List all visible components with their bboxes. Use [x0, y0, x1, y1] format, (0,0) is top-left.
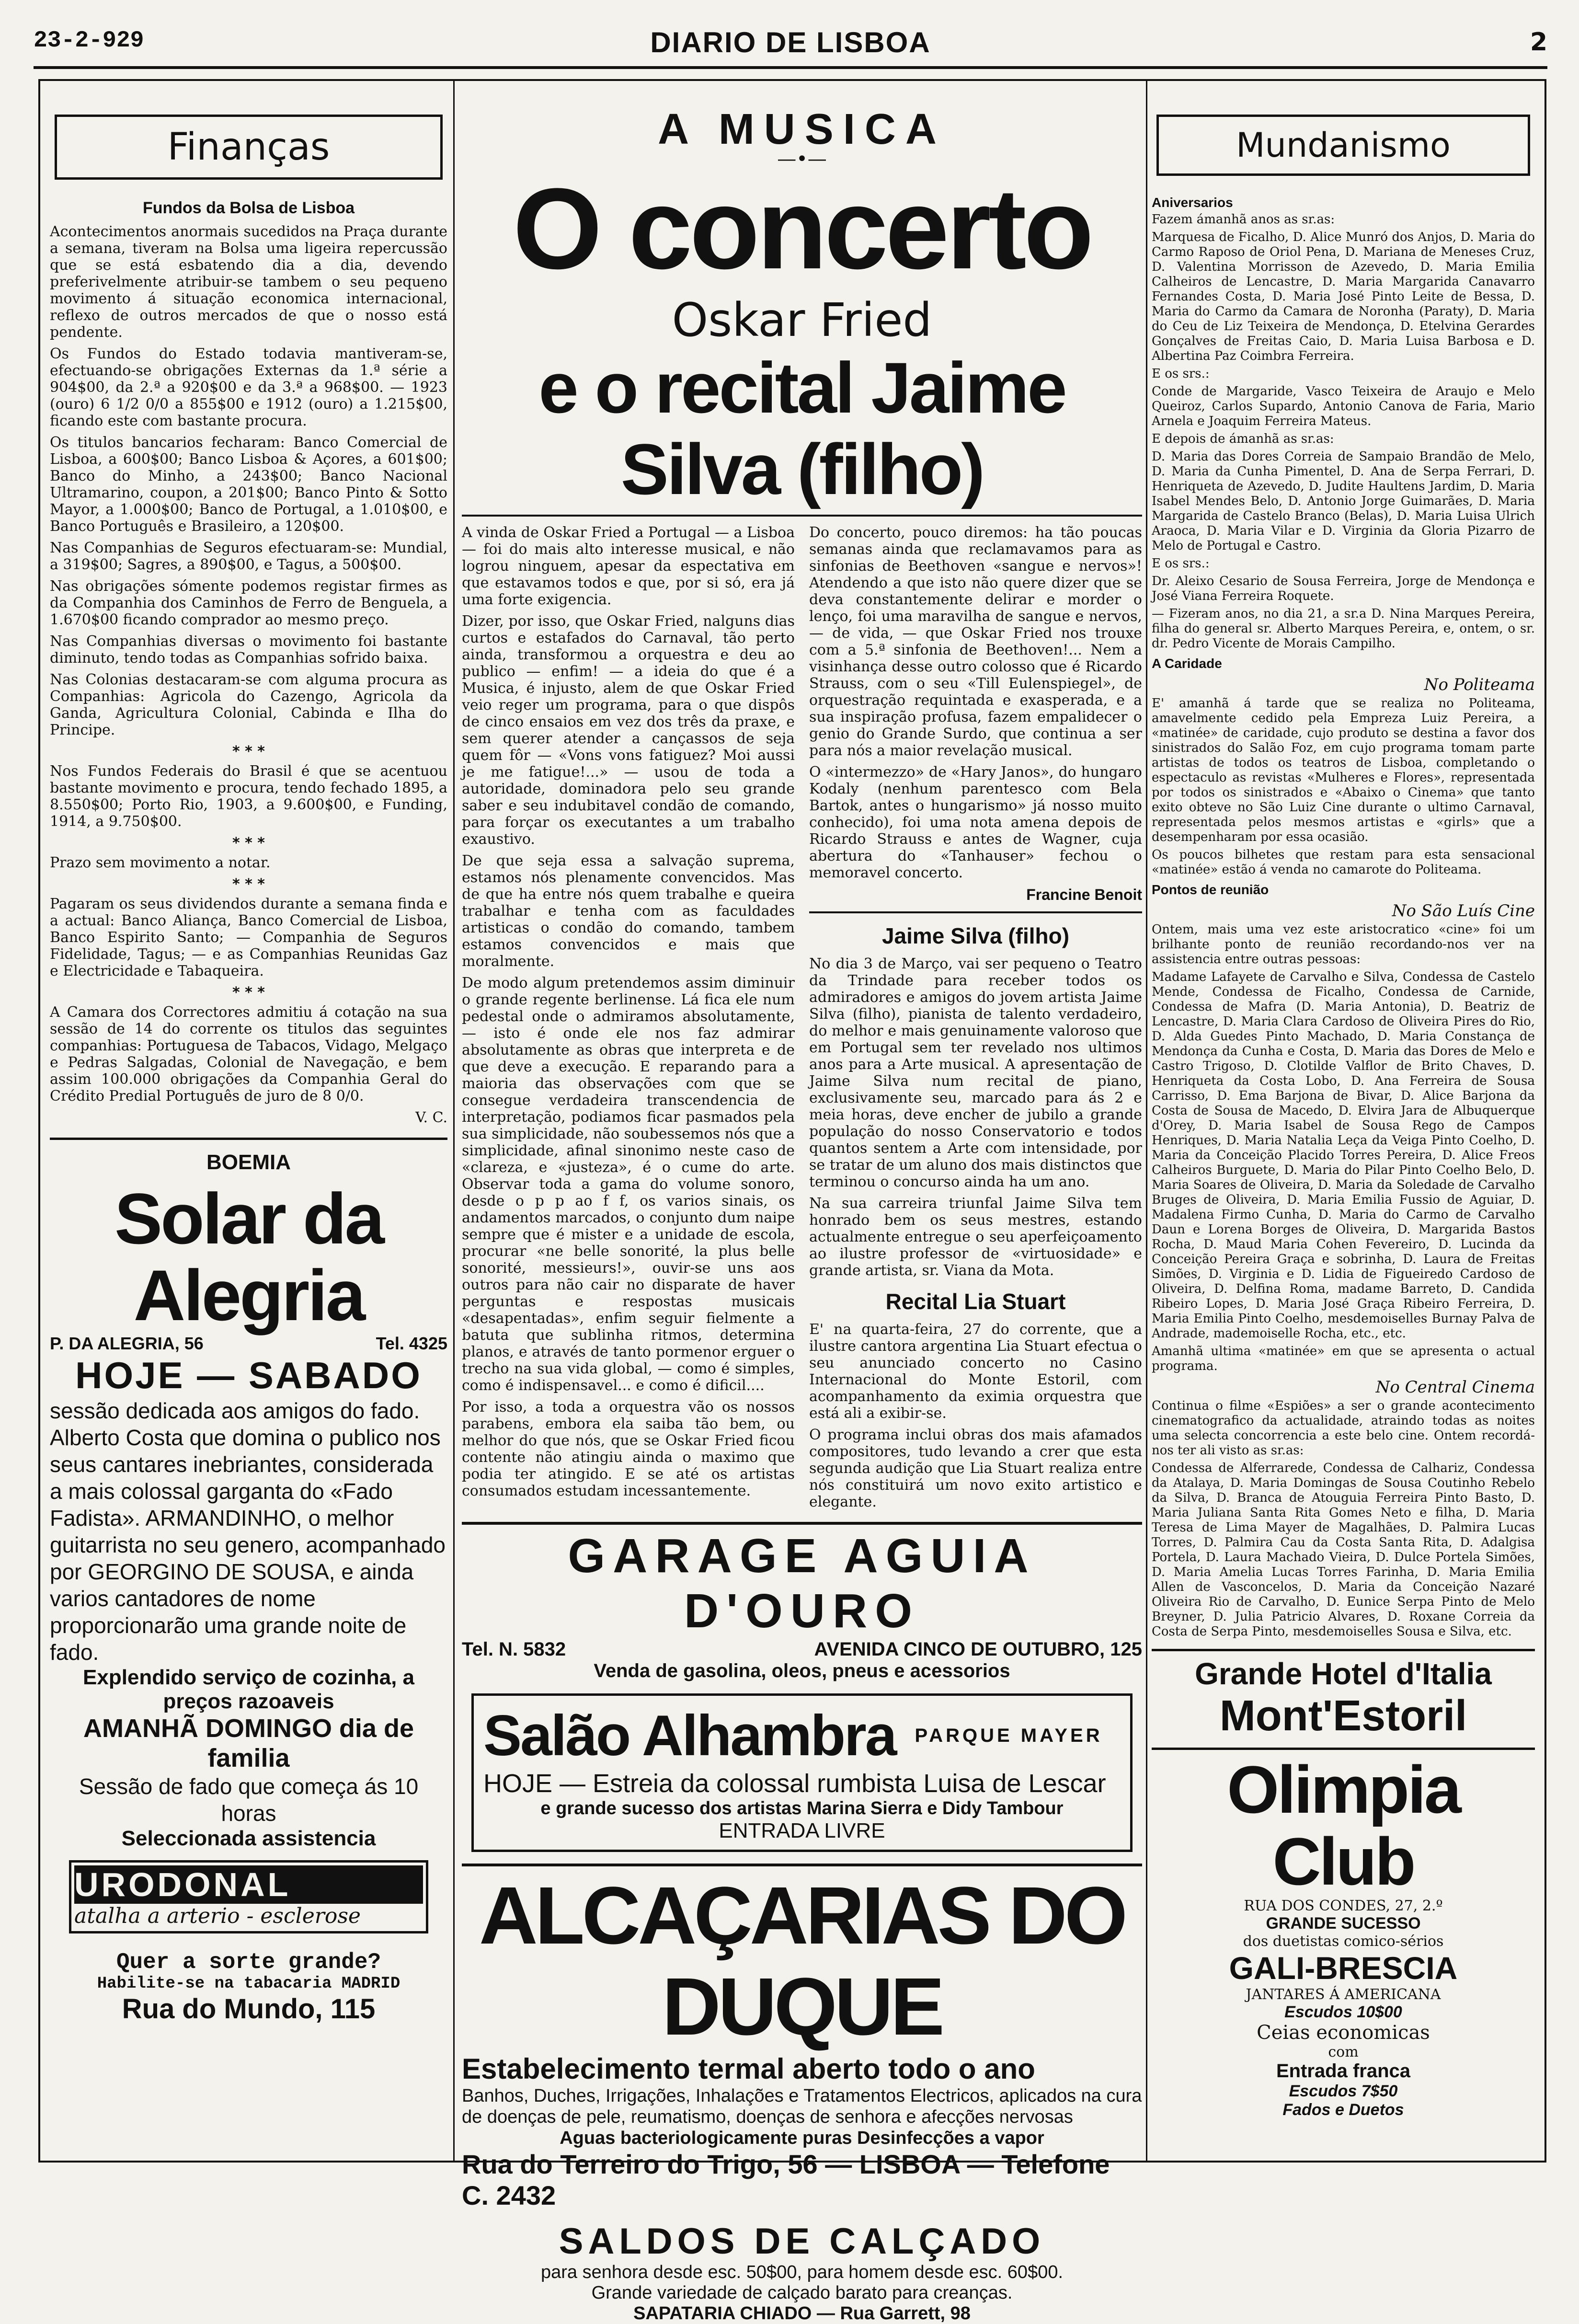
newspaper-title: DIARIO DE LISBOA [650, 26, 931, 58]
olimpia-ceias: Ceias economicas [1257, 2022, 1430, 2044]
salao-park: PARQUE MAYER [915, 1725, 1103, 1746]
aniversarios-item: — Fizeram anos, no dia 21, a sr.a D. Nina Marques Pereira, filha do general sr. Alberto Marques Pereira, e, ontem, o sr. dr. Pedro Vicente de Morais Campilho. [1152, 607, 1535, 651]
olimpia-fados: Fados e Duetos [1282, 2101, 1404, 2119]
urodonal-advertisement [69, 1860, 428, 1933]
boemia-domingo: AMANHÃ DOMINGO dia de familia [83, 1714, 414, 1772]
financas-paragraph: Nos Fundos Federais do Brasil é que se acentuou bastante movimento e procura, tendo fechado 1895, a 8.550$00; Porto Rio, 1903, a 9.600$00, e Funding, 1914, a 9.750$00. [50, 763, 447, 830]
section-stars: * * * [232, 743, 265, 760]
olimpia-gali: GALI-BRESCIA [1229, 1950, 1458, 1986]
musica-headline: O concerto [513, 164, 1091, 293]
salao-line2: e grande sucesso dos artistas Marina Sierra e Didy Tambour [540, 1798, 1064, 1818]
financas-paragraph: Nas Colonias destacaram-se com alguma procura as Companhias: Agricola do Cazengo, Agricola da Ganda, Agricultura Colonial, Cabinda e Ilha do Principe. [50, 671, 447, 738]
olimpia-com: com [1328, 2044, 1359, 2060]
boemia-name: Solar da Alegria [114, 1178, 383, 1335]
central-paragraph: Condessa de Alferrarede, Condessa de Calhariz, Condessa da Atalaya, D. Maria Domingas de Sousa Coutinho Rebelo da Silva, D. Branca de Atouguia Ferreira Pinto Basto, D. Maria Juliana Santa Rita Gomes Neto e filha, D. Maria Teresa de Lima Mayer de Magalhães, D. Palmira Lucas Torres, D. Palmira Cau da Costa Santa Rita, D. Adalgisa Portela, D. Laura Machado Vieira, D. Dulce Portela Simões, D. Maria Amelia Lucas Torres Farinha, D. Maria Emilia Allen de Vasconcelos, D. Maria da Conceição Nazaré Oliveira Rio de Carvalho, D. Eunice Serpa Pinto de Melo Breyner, D. Julia Patricio Alvares, D. Roxane Correia da Costa de Serpa Pinto, mesdemoiselles Sousa e Silva, etc. [1152, 1461, 1535, 1639]
aniversarios-headline: Aniversarios [1152, 195, 1233, 210]
olimpia-club-advertisement [1152, 1748, 1535, 2119]
reuniao-headline: Pontos de reunião [1152, 882, 1269, 897]
musica-paragraph: De que seja essa a salvação suprema, estamos nós plenamente convencidos. Mas de que ha entre nós quem trabalhe e queira trabalhar e tenha com as faculdades artisticas o condão do comando, tambem estamos convencidos e mais que moralmente. [462, 852, 795, 970]
masthead [34, 13, 1547, 69]
boemia-address: P. DA ALEGRIA, 56 [50, 1334, 204, 1353]
musica-paragraph: O «intermezzo» de «Hary Janos», do hungaro Kodaly (nenhum parentesco com Bela Bartok, antes o hungarismo» já nosso muito conhecido), foi uma nota amena depois de Ricardo Strauss e antes de Wagner, cuja abertura do «Tanhauser» fechou o memoravel concerto. [809, 764, 1142, 881]
financas-paragraph: Nas Companhias diversas o movimento foi bastante diminuto, tendo todas as Companhias sofrido baixa. [50, 633, 447, 667]
saoluis-paragraph: Amanhã ultima «matinée» em que se apresenta o actual programa. [1152, 1344, 1535, 1373]
jaime-silva-headline: Jaime Silva (filho) [881, 923, 1070, 948]
saldos-title: SALDOS DE CALÇADO [559, 2221, 1045, 2262]
musica-paragraph: Por isso, a toda a orquestra vão os nossos parabens, embora ela saiba tão bem, ou melhor do que nós, que se Oskar Fried ficou contente não atingiu ainda o maximo que podia ter atingido. E se até os artistas consumados estudam incessantemente. [462, 1399, 795, 1499]
sorte-advertisement [50, 1945, 447, 2025]
financas-section-title: Finanças [55, 115, 443, 180]
aniversarios-item: Marquesa de Ficalho, D. Alice Munró dos Anjos, D. Maria do Carmo Raposo de Oriol Pena, D. Mariana de Meneses Cruz, D. Valentina Morrisson de Azevedo, D. Maria Emilia Calheiros de Lencastre, D. Maria Margarida Canavarro Fernandes Costa, D. Maria José Pinto Leite de Bessa, D. Maria do Carmo da Camara de Noronha (Paraty), D. Maria do Ceu de Liz Teixeira de Mendonça, D. Etelvina Gerardes Gonçalves de Freitas Caio, D. Maria Luisa Barbosa e D. Albertina Paz Coimbra Ferreira. [1152, 230, 1535, 363]
alcacarias-address: Rua do Terreiro do Trigo, 56 — LISBOA — Telefone C. 2432 [462, 2149, 1110, 2210]
mundanismo-section-title: Mundanismo [1156, 115, 1530, 176]
lia-stuart-headline: Recital Lia Stuart [885, 1289, 1066, 1314]
caridade-headline: A Caridade [1152, 656, 1222, 671]
hotel-line1: Grande Hotel d'Italia [1195, 1657, 1492, 1691]
boemia-phone: Tel. 4325 [376, 1334, 447, 1353]
saoluis-paragraph: Madame Lafayete de Carvalho e Silva, Condessa de Castelo Mende, Condessa de Ficalho, Condessa de Carnide, Condessa de Mafra (D. Maria Antonia), D. Beatriz de Lencastre, D. Maria Clara Cardoso de Oliveira Pires do Rio, D. Alda Guedes Pinto Machado, D. Maria Constança de Mendonça da Cunha e Costa, D. Maria das Dores de Melo e Castro Trigoso, D. Clotilde Valflor de Brito Chaves, D. Henriqueta da Costa Lobo, D. Ana Ferreira de Sousa Carrisso, D. Ema Barjona de Bivar, D. Alice Barjona da Costa de Sousa de Macedo, D. Elvira Jara de Albuquerque d'Orey, D. Maria Isabel de Sousa Rego de Campos Henriques, D. Maria Natalia Leça da Veiga Pinto Coelho, D. Maria da Conceição Placido Torres Pereira, D. Alice Freos Calheiros Burguete, D. Maria do Pilar Pinto Coelho Belo, D. Maria Soares de Oliveira, D. Maria da Soledade de Carvalho Bruges de Oliveira, D. Maria Emilia Fussio de Aguiar, D. Madalena Firmo Cunha, D. Maria do Carmo de Carvalho Daun e Lorena Borges de Oliveira, D. Margarida Bastos Rocha, D. Maud Maria Cohen Fevereiro, D. Lucinda da Conceição Pereira Graça e sobrinha, D. Laura de Freitas Simões, D. Virginia e D. Lidia de Figueiredo Cardoso de Oliveira, D. Delfina Roma, madame Barreto, D. Candida Ribeiro Lopes, D. Maria José Graça Ribeiro Ferreira, D. Maria Emilia Pinto Coelho, mesdemoiselles Burnay Palva de Andrade, mademoiselle Rocha, etc., etc. [1152, 970, 1535, 1341]
sorte-line1: Quer a sorte grande? [116, 1950, 381, 1975]
financas-paragraph: Acontecimentos anormais sucedidos na Praça durante a semana, tiveram na Bolsa uma ligeira repercussão que se está esbatendo dia a dia, devendo preferivelmente atribuir-se tambem o seu pequeno movimento á situação economica internacional, reflexo de outros mercados de que o nosso está pendente. [50, 223, 447, 341]
garage-address: AVENIDA CINCO DE OUTUBRO, 125 [814, 1639, 1142, 1660]
olimpia-sucesso: GRANDE SUCESSO [1266, 1914, 1421, 1933]
musica-paragraph: Dizer, por isso, que Oskar Fried, nalguns dias curtos e estafados do Carnaval, tão perto ainda, transformou a orquestra e deu ao publico — enfim! — a ideia do que é a Musica, é injusto, alem de que Oskar Fried veio reger um programa, para o que dispôs de cinco ensaios em vez dos três da praxe, e sem querer atender a cançassos de seja quem fôr — «Vons vons fatiguez? Moi aussi je me fatigue!...» — usou de toda a autoridade, dominadora pelo seu grande saber e seu indubitavel condão de comando, para forçar os executantes a um trabalho exaustivo. [462, 613, 795, 848]
column-financas [50, 81, 447, 2161]
musica-column-2 [809, 524, 1142, 1515]
boemia-assistencia: Seleccionada assistencia [121, 1827, 376, 1850]
section-stars: * * * [232, 984, 265, 1001]
garage-contact-row [462, 1639, 1142, 1660]
saldos-line3: SAPATARIA CHIADO — Rua Garrett, 98 [633, 2303, 971, 2324]
urodonal-tagline: atalha a arterio - esclerose [74, 1904, 361, 1928]
lia-paragraph: E' na quarta-feira, 27 do corrente, que a ilustre cantora argentina Lia Stuart efectua o seu anunciado concerto no Casino Internacional do Monte Estoril, com acompanhamento da eximia orquestra que está ali a exibir-se. [809, 1321, 1142, 1422]
aniversarios-item: E os srs.: [1152, 556, 1210, 571]
page-number: 2 [1530, 28, 1547, 57]
financas-signature: V. C. [415, 1109, 447, 1126]
saoluis-paragraph: Ontem, mais uma vez este aristocratico «cine» foi um brilhante ponto de reunião recordando-nos ver na assistencia entre outras pessoas: [1152, 922, 1535, 966]
urodonal-name: URODONAL [74, 1865, 423, 1904]
lia-paragraph: O programa inclui obras dos mais afamados compositores, tudo levando a crer que esta segunda audição que Lia Stuart realiza entre nós constituirá um novo exito artistico e elegante. [809, 1427, 1142, 1510]
financas-paragraph: Pagaram os seus dividendos durante a semana finda e a actual: Banco Aliança, Banco Comercial de Lisboa, Banco Espirito Santo; — Companhia de Seguros Fidelidade, Tagus; — e as Companhias Reunidas Gaz e Electricidade e Tabaqueira. [50, 896, 447, 979]
financas-paragraph: Os Fundos do Estado todavia mantiveram-se, efectuando-se obrigações Externas da 1.ª série a 904$00, da 2.ª a 920$00 e da 3.ª a 968$00. — 1923 (ouro) 6 1/2 0/0 a 855$00 e 1912 (ouro) a 1.215$00, ficando este com bastante procura. [50, 345, 447, 429]
jaime-paragraph: No dia 3 de Março, vai ser pequeno o Teatro da Trindade para receber todos os admiradores e amigos do jovem artista Jaime Silva (filho), pianista de talento verdadeiro, do melhor e mais genuinamente valoroso que em Portugal sem ter revelado nos ultimos anos para a Arte musical. A apresentação de Jaime Silva num recital de piano, exclusivamente seu, marcado para ás 2 e meia horas, deve encher de jubilo a grande população do nosso Conservatorio e todos quantos sentem a Arte com intensidade, por se tratar de um aluno dos mais distinctos que terminou o concurso ainda ha um ano. [809, 955, 1142, 1190]
column-mundanismo [1152, 81, 1535, 2161]
salao-top [483, 1703, 1121, 1769]
alcacarias-sub: Estabelecimento termal aberto todo o ano [462, 2053, 1035, 2085]
financas-paragraph: Prazo sem movimento a notar. [50, 854, 271, 871]
alcacarias-line: Aguas bacteriologicamente puras Desinfecções a vapor [560, 2128, 1044, 2148]
musica-paragraph: Do concerto, pouco diremos: ha tão poucas semanas ainda que reclamavamos para as sinfonias de Beethoven «sangue e nervos»! Atendendo a que isto não quere dizer que se deva constantemente delirar e morder o lenço, foi uma maravilha de sangue e nervos, — de vida, — que Oskar Fried nos trouxe com a 5.ª sinfonia de Beethoven!... Nem a visinhança desse outro colosso que é Ricardo Strauss, com o seu «Till Eulenspiegel», de orquestração requintada e exasperada, e a sua inspiração profusa, fazem empalidecer o genio do Grande Surdo, que continua a ser para nós a maior revelação musical. [809, 524, 1142, 759]
garage-sub: Venda de gasolina, oleos, pneus e acessorios [594, 1660, 1010, 1681]
hotel-italia-advertisement [1152, 1649, 1535, 1741]
column-rule [453, 81, 455, 2161]
saldos-line2: Grande variedade de calçado barato para creanças. [591, 2283, 1013, 2303]
alcacarias-title: ALCAÇARIAS DO DUQUE [479, 1870, 1125, 2052]
boemia-cozinha: Explendido serviço de cozinha, a preços razoaveis [83, 1666, 414, 1713]
saoluis-venue: No São Luís Cine [1392, 901, 1535, 920]
salao-line1: HOJE — Estreia da colossal rumbista Luisa de Lescar [483, 1769, 1106, 1798]
column-musica [462, 81, 1142, 2324]
section-stars: * * * [232, 876, 265, 893]
page-frame [38, 79, 1546, 2324]
musica-subhead: Oskar Fried [672, 293, 932, 347]
olimpia-name: Olimpia Club [1227, 1752, 1460, 1899]
divider [809, 911, 1142, 913]
sorte-line3: Rua do Mundo, 115 [122, 1993, 376, 2025]
boemia-contact-row [50, 1334, 447, 1354]
financas-paragraph: A Camara dos Correctores admitiu á cotação na sua sessão de 14 do corrente os titulos das seguintes companhias: Portuguesa de Tabacos, Vidago, Melgaço e Pedras Salgadas, Colonial de Navegação, e bem assim 100.000 obrigações da Companhia Geral do Crédito Predial Português de juro de 8 0/0. [50, 1004, 447, 1104]
aniversarios-item: Fazem ámanhã anos as sr.as: [1152, 212, 1335, 227]
musica-article-columns [462, 524, 1142, 1515]
aniversarios-item: Conde de Margaride, Vasco Teixeira de Araujo e Melo Queiroz, Carlos Supardo, Antonio Canova de Faria, Mario Arnela e Joaquim Ferreira Mateus. [1152, 384, 1535, 428]
financas-paragraph: Os titulos bancarios fecharam: Banco Comercial de Lisboa, a 600$00; Banco Lisboa & Açores, a 601$00; Banco do Minho, a 243$00; Banco Nacional Ultramarino, coupon, a 201$00; Banco Pinto & Sotto Mayor, a 1.000$00; Banco de Portugal, a 1.010$00, e Banco Português e Brasileiro, a 120$00. [50, 434, 447, 535]
musica-kicker: A MUSICA [658, 105, 946, 153]
musica-paragraph: A vinda de Oskar Fried a Portugal — a Lisboa — foi do mais alto interesse musical, e não logrou ninguem, apesar da espectativa em que estavamos todos e que, por si só, era já uma forte exigencia. [462, 524, 795, 608]
aniversarios-item: Dr. Aleixo Cesario de Sousa Ferreira, Jorge de Mendonça e José Viana Ferreira Roquete. [1152, 574, 1535, 603]
musica-byline: Francine Benoit [1026, 886, 1142, 903]
financas-headline: Fundos da Bolsa de Lisboa [142, 199, 355, 217]
politeama-paragraph: Os poucos bilhetes que restam para esta sensacional «matinée» estão á venda no camarote do Politeama. [1152, 848, 1535, 877]
garage-phone: Tel. N. 5832 [462, 1639, 566, 1660]
alcacarias-text: Banhos, Duches, Irrigações, Inhalações e Tratamentos Electricos, aplicados na cura de doenças de pele, reumatismo, doenças de senhora e afecções nervosas [462, 2086, 1142, 2127]
column-rule [1146, 81, 1147, 2161]
aniversarios-item: E depois de ámanhã as sr.as: [1152, 432, 1334, 446]
saldos-advertisement [462, 2220, 1142, 2324]
olimpia-address: RUA DOS CONDES, 27, 2.º [1244, 1898, 1443, 1914]
financas-paragraph: Nas Companhias de Seguros efectuaram-se: Mundial, a 319$00; Sagres, a 890$00, e Tagus, a 500$00. [50, 540, 447, 573]
politeama-paragraph: E' amanhã á tarde que se realiza no Politeama, amavelmente cedido pela Empreza Luiz Pereira, a «matinée» de caridade, cujo produto se destina a favor dos sinistrados do Salão Foz, em cujo programa tomam parte artistas de todos os teatros de Lisboa, completando o espectaculo as revistas «Mulheres e Flores», representada por todos os sinistrados e «Abaixo o Cinema» que tanto exito obteve no São Luiz Cine durante o ultimo Carnaval, representada pelos mesmos artistas e «girls» que a desempenharam por essa ocasião. [1152, 696, 1535, 844]
alcacarias-advertisement [462, 1864, 1142, 2211]
salao-alhambra-advertisement [471, 1693, 1133, 1852]
boemia-body: sessão dedicada aos amigos do fado. Alberto Costa que domina o publico nos seus cantares inebriantes, considerada a mais colossal garganta do «Fado Fadista». ARMANDINHO, o melhor guitarrista no seu genero, acompanhado por GEORGINO DE SOUSA, e ainda varios cantadores de nome proporcionarão uma grande noite de fado. [50, 1398, 446, 1665]
aniversarios-item: E os srs.: [1152, 367, 1210, 381]
garage-title: GARAGE AGUIA D'OURO [568, 1529, 1036, 1638]
hotel-line2: Mont'Estoril [1219, 1692, 1467, 1740]
aniversarios-item: D. Maria das Dores Correia de Sampaio Brandão de Melo, D. Maria da Cunha Pimentel, D. Ana de Serpa Ferrari, D. Henriqueta de Azevedo, D. Judite Haultens Jardim, D. Maria Isabel Mendes Belo, D. Antonio Jorge Guimarães, D. Maria Margarida de Castelo Branco (Belas), D. Maria Luisa Ulrich Araoca, D. Maria Vilar e D. Virginia da Gloria Pizarro de Melo de Portugal e Castro. [1152, 449, 1535, 553]
olimpia-entrada: Entrada franca [1276, 2060, 1411, 2082]
musica-headline2: e o recital Jaime Silva (filho) [462, 347, 1142, 517]
garage-advertisement [462, 1522, 1142, 1682]
salao-entry: ENTRADA LIVRE [719, 1819, 885, 1842]
central-paragraph: Continua o filme «Espiões» a ser o grande acontecimento cinematografico da actualidade, atraindo todas as noites uma selecta concorrencia a este belo cine. Ontem recordá-nos ter ali visto as sr.as: [1152, 1399, 1535, 1458]
jaime-paragraph: Na sua carreira triunfal Jaime Silva tem honrado bem os seus mestres, estando actualmente entregue o seu aperfeiçoamento ao ilustre professor de «virtuosidade» e grande artista, sr. Viana da Mota. [809, 1195, 1142, 1279]
ornament-divider: —•— [777, 148, 827, 170]
financas-paragraph: Nas obrigações sómente podemos registar firmes as da Companhia dos Caminhos de Ferro de Benguela, a 1.670$00 ficando comprador ao mesmo preço. [50, 578, 447, 628]
sorte-line2: Habilite-se na tabacaria MADRID [97, 1975, 400, 1993]
olimpia-escudos2: Escudos 7$50 [1289, 2082, 1398, 2100]
salao-name: Salão Alhambra [483, 1703, 896, 1768]
central-venue: No Central Cinema [1375, 1378, 1535, 1397]
issue-date: 23-2-929 [34, 28, 144, 54]
boemia-kicker: BOEMIA [206, 1150, 291, 1174]
musica-column-1 [462, 524, 795, 1515]
boemia-advertisement [50, 1138, 447, 1851]
politeama-venue: No Politeama [1424, 675, 1535, 694]
boemia-hoje: HOJE — SABADO [75, 1354, 422, 1396]
olimpia-duetistas: dos duetistas comico-sérios [1243, 1933, 1444, 1950]
olimpia-escudos: Escudos 10$00 [1284, 2003, 1402, 2021]
musica-paragraph: De modo algum pretendemos assim diminuir o grande regente berlinense. Lá fica ele num pedestal onde o admiramos absolutamente, — isto é onde ele nos faz admirar absolutamente as obras que interpreta e de que deve a execução. E reparando para a maioria das observações com que se consegue verdadeira transcendencia de interpretação, podiamos ficar pasmados pela sua simplicidade, não soubessemos nós que a simplicidade, afinal sinonimo neste caso de «clareza, e «justeza», é o cume do arte. Observar toda a gama do volume sonoro, desde o p p ao f f, os varios sinais, os andamentos marcados, o conjunto dum naipe sempre que é mister e a unidade de escola, procurar «ne belle sonorité, la plus belle sonorité, messieurs!», ouvir-se uns aos outros para não cair no disparate de haver perguntas e respostas musicais «desapentadas», enfim seguir fielmente a batuta que sublinha ritmos, determina planos, e através de tanto pormenor erguer o trecho na sua vida global, — como é simples, como é indispensavel... e como é dificil.... [462, 975, 795, 1394]
saldos-line1: para senhora desde esc. 50$00, para homem desde esc. 60$00. [540, 2262, 1064, 2282]
boemia-sessao: Sessão de fado que começa ás 10 horas [79, 1774, 419, 1826]
olimpia-jantares: JANTARES Á AMERICANA [1246, 1986, 1441, 2003]
section-stars: * * * [232, 835, 265, 851]
